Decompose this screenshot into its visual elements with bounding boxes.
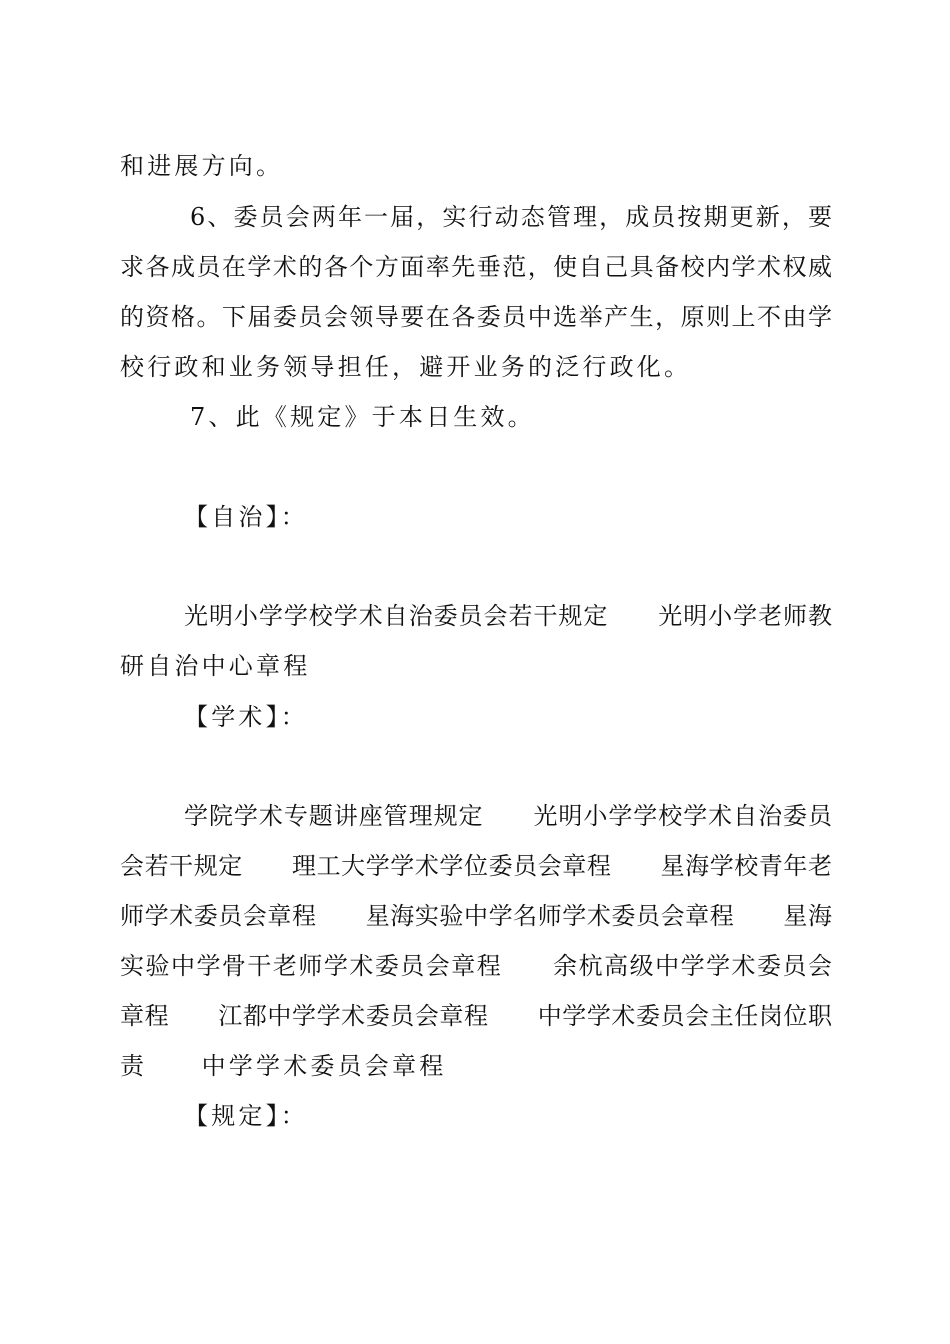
xueshu-links-line-5: 章程 江都中学学术委员会章程 中学学术委员会主任岗位职 bbox=[120, 1002, 832, 1030]
paragraph-intro-end: 和进展方向。 bbox=[120, 152, 284, 180]
xueshu-links-line-4: 实验中学骨干老师学术委员会章程 余杭高级中学学术委员会 bbox=[120, 952, 832, 980]
section-heading-xueshu: 【学术】： bbox=[184, 703, 308, 731]
section-heading-guiding: 【规定】： bbox=[184, 1102, 308, 1130]
xueshu-links-line-1: 学院学术专题讲座管理规定 光明小学学校学术自治委员 bbox=[184, 802, 832, 830]
zizhi-links-line-1: 光明小学学校学术自治委员会若干规定 光明小学老师教 bbox=[184, 602, 832, 630]
section-heading-zizhi: 【自治】： bbox=[184, 503, 308, 531]
paragraph-6-line-1: 6、委员会两年一届，实行动态管理，成员按期更新，要 bbox=[190, 203, 832, 231]
paragraph-6-line-4: 校行政和业务领导担任，避开业务的泛行政化。 bbox=[120, 353, 692, 381]
paragraph-6-line-3: 的资格。下届委员会领导要在各委员中选举产生，原则上不由学 bbox=[120, 303, 832, 331]
xueshu-links-line-3: 师学术委员会章程 星海实验中学名师学术委员会章程 星海 bbox=[120, 902, 832, 930]
zizhi-links-line-2: 研自治中心章程 bbox=[120, 652, 311, 680]
xueshu-links-line-2: 会若干规定 理工大学学术学位委员会章程 星海学校青年老 bbox=[120, 852, 832, 880]
paragraph-7: 7、此《规定》于本日生效。 bbox=[190, 403, 535, 431]
xueshu-links-line-6: 责 中学学术委员会章程 bbox=[120, 1052, 447, 1080]
paragraph-6-line-2: 求各成员在学术的各个方面率先垂范，使自己具备校内学术权威 bbox=[120, 253, 832, 281]
